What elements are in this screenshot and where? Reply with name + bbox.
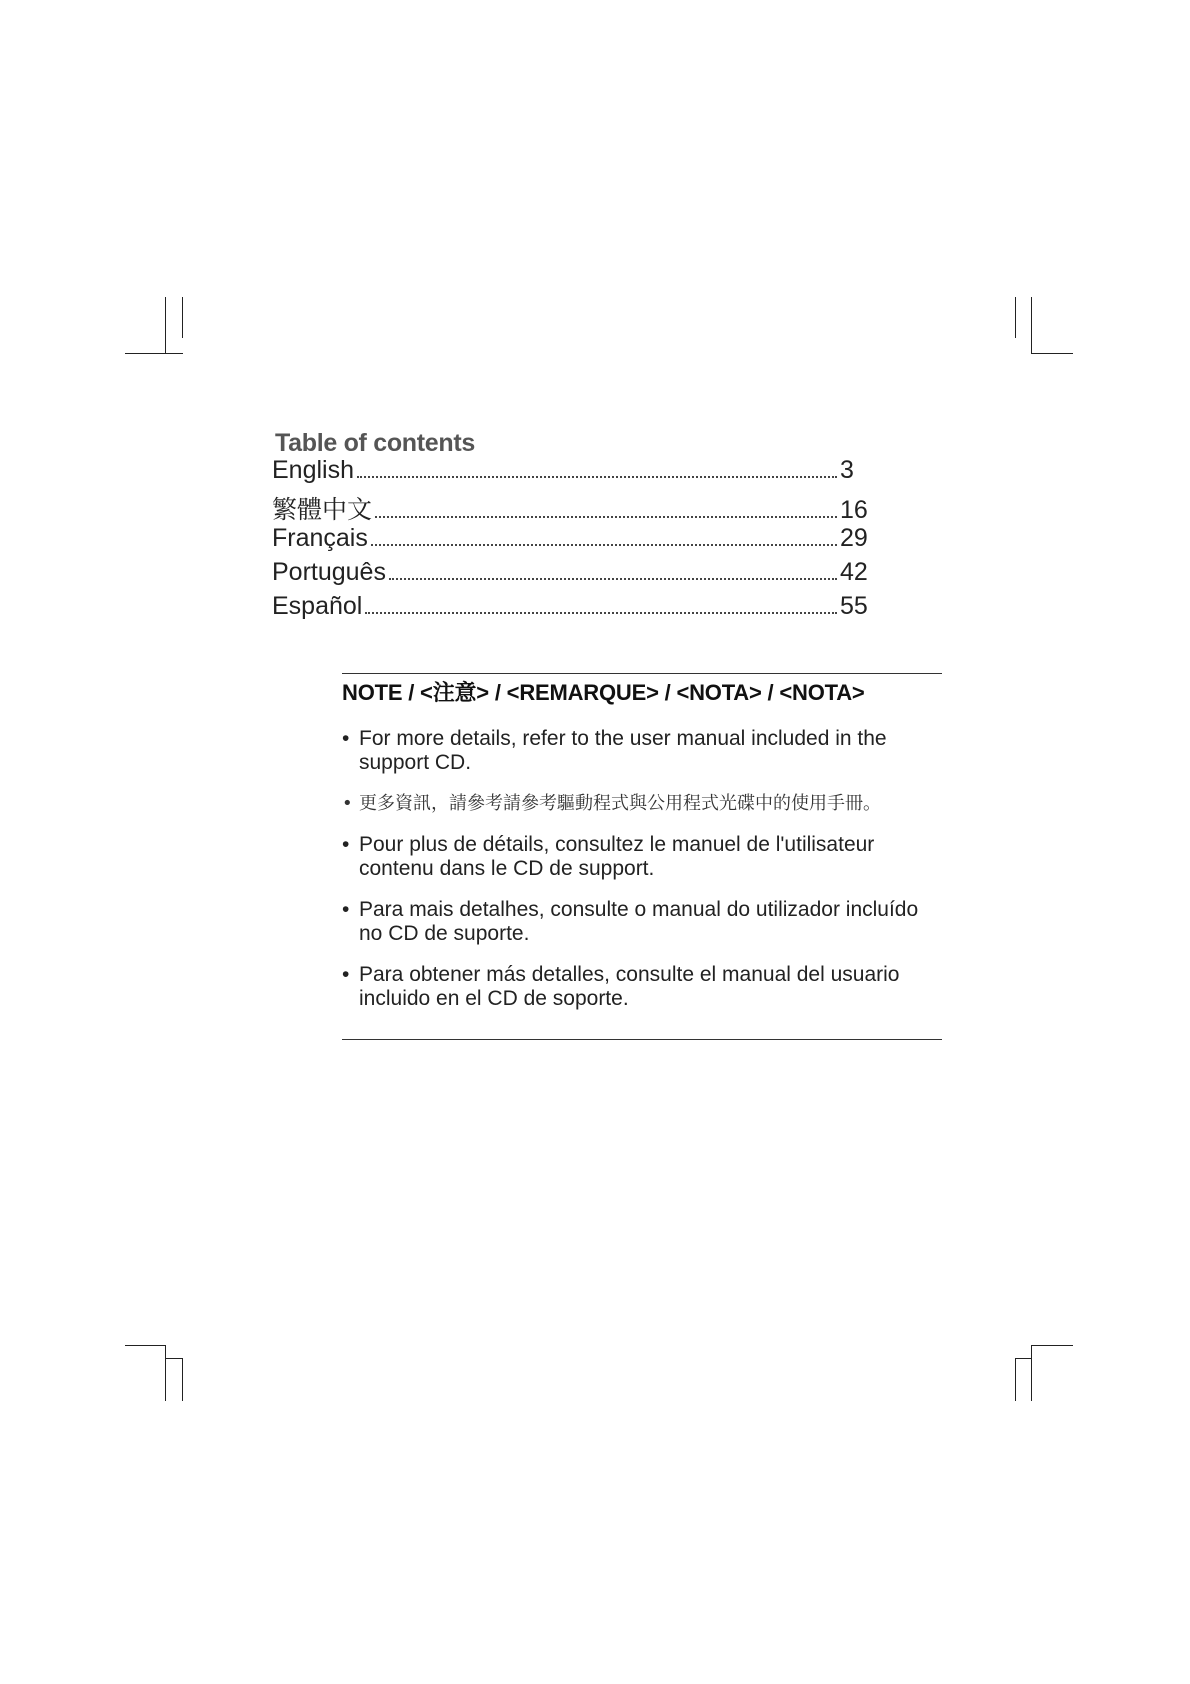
bullet-icon: •: [342, 793, 353, 814]
note-item-spanish: [342, 963, 942, 1011]
toc-leader-dots: [371, 544, 837, 546]
note-heading: NOTE / <注意> / <REMARQUE> / <NOTA> / <NOTA>: [342, 680, 865, 705]
crop-line: [125, 1345, 165, 1346]
crop-line: [1031, 353, 1073, 354]
toc-entry-label: Français: [272, 524, 368, 552]
toc-entry-english[interactable]: [272, 456, 870, 490]
toc-entry-label: English: [272, 456, 354, 484]
toc-entry-page: 55: [840, 592, 868, 620]
toc-entry-label: Português: [272, 558, 386, 586]
crop-line: [182, 1358, 183, 1401]
crop-line: [1015, 1358, 1016, 1401]
toc-leader-dots: [375, 516, 837, 518]
note-item-text: For more details, refer to the user manual included in the support CD.: [359, 727, 887, 774]
toc-entry-page: 16: [840, 496, 868, 524]
crop-line: [1031, 1345, 1073, 1346]
note-box: [342, 673, 942, 1040]
toc-entry-french[interactable]: [272, 524, 870, 558]
toc-entry-portuguese[interactable]: [272, 558, 870, 592]
toc-leader-dots: [365, 612, 837, 614]
toc-leader-dots: [389, 578, 837, 580]
crop-line: [1031, 1345, 1032, 1401]
toc-list: [272, 456, 870, 626]
note-list: [342, 727, 942, 1011]
toc-entry-page: 42: [840, 558, 868, 586]
bullet-icon: •: [342, 727, 350, 750]
note-item-text: 更多資訊，請參考請參考驅動程式與公用程式光碟中的使用手冊。: [359, 793, 881, 814]
toc-entry-page: 3: [840, 456, 854, 484]
toc-entry-spanish[interactable]: [272, 592, 870, 626]
toc-leader-dots: [357, 476, 837, 478]
note-item-text: Pour plus de détails, consultez le manuel de l'utilisateur contenu dans le CD de support.: [359, 833, 875, 880]
toc-entry-label: 繁體中文: [272, 496, 373, 524]
crop-line: [1031, 297, 1032, 354]
toc-entry-traditional-chinese[interactable]: [272, 490, 870, 524]
note-item-text: Para mais detalhes, consulte o manual do utilizador incluído no CD de suporte.: [359, 898, 919, 945]
note-item-french: [342, 833, 942, 881]
crop-line: [125, 353, 183, 354]
bullet-icon: •: [342, 963, 350, 986]
crop-line: [1015, 297, 1016, 338]
crop-line: [182, 297, 183, 338]
toc-title: Table of contents: [275, 428, 476, 457]
crop-line: [165, 1358, 183, 1359]
toc-entry-page: 29: [840, 524, 868, 552]
crop-line: [165, 1345, 166, 1401]
note-item-portuguese: [342, 898, 942, 946]
note-item-english: [342, 727, 942, 775]
crop-line: [1015, 1358, 1031, 1359]
bullet-icon: •: [342, 833, 350, 856]
note-item-text: Para obtener más detalles, consulte el manual del usuario incluido en el CD de soporte.: [359, 963, 900, 1010]
crop-line: [165, 297, 166, 354]
toc-entry-label: Español: [272, 592, 363, 620]
note-item-chinese: [342, 792, 942, 816]
bullet-icon: •: [342, 898, 350, 921]
